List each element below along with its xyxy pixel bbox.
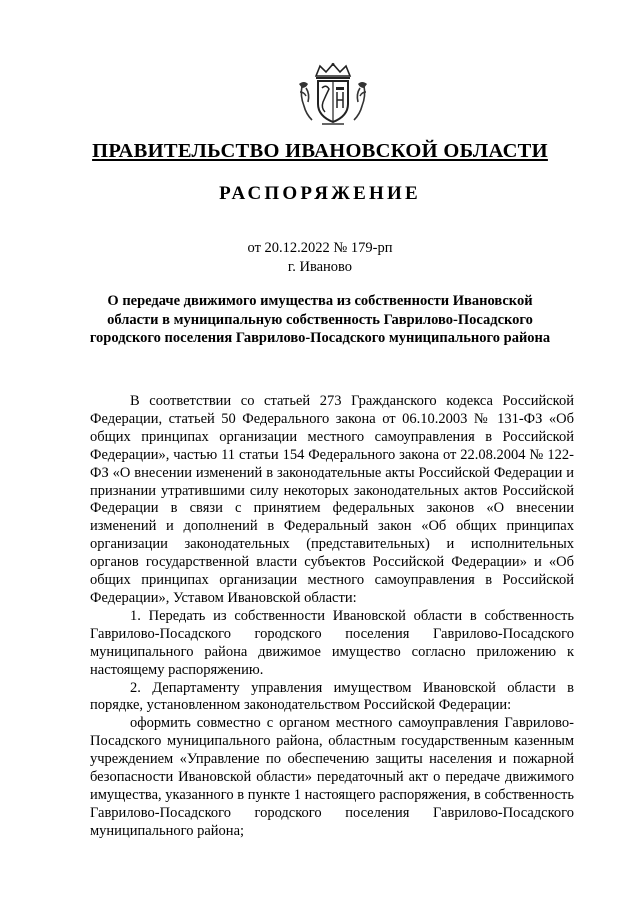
body-paragraph: оформить совместно с органом местного самоуправления Гаврилово-Посадского муниципального района, областным государственным казенным учреждением «Управление по обеспечению защиты населения и пожарной безопасности Ивановской области» передаточный акт о передаче движимого имущества, указанного в пункте 1 настоящего распоряжения, в собственность Гаврилово-Посадского городского поселения Гаврилово-Посадского муниципального района; bbox=[90, 715, 574, 839]
document-city: г. Иваново bbox=[287, 259, 353, 275]
coat-of-arms-icon bbox=[296, 62, 370, 126]
document-subject: О передаче движимого имущества из собственности Ивановской области в муниципальную собственность Гаврилово-Посадского городского поселения Гаврилово-Посадского муниципального района bbox=[89, 293, 551, 347]
body-paragraph: В соответствии со статьей 273 Гражданского кодекса Российской Федерации, статьей 50 Федерального закона от 06.10.2003 № 131-ФЗ «Об общих принципах организации местного самоуправления в Российской Федерации», частью 11 статьи 154 Федерального закона от 22.08.2004 № 122-ФЗ «О внесении изменений в законодательные акты Российской Федерации и признании утратившими силу некоторых законодательных актов Российской Федерации в связи с принятием федеральных законов «О внесении изменений и дополнений в Федеральный закон «Об общих принципах организации законодательных (представительных) и исполнительных органов государственной власти субъектов Российской Федерации» и «Об общих принципах организации местного самоуправления в Российской Федерации», Уставом Ивановской области: bbox=[90, 393, 574, 606]
body-paragraph: 1. Передать из собственности Ивановской области в собственность Гаврилово-Посадского городского поселения Гаврилово-Посадского муниципального района движимое имущество согласно приложению к настоящему распоряжению. bbox=[90, 607, 574, 678]
body-paragraph: 2. Департаменту управления имуществом Ивановской области в порядке, установленном законодательством Российской Федерации: bbox=[90, 679, 574, 714]
document-body bbox=[90, 393, 574, 841]
organization-title: ПРАВИТЕЛЬСТВО ИВАНОВСКОЙ ОБЛАСТИ bbox=[92, 140, 548, 162]
document-type: РАСПОРЯЖЕНИЕ bbox=[219, 183, 421, 204]
document-date-number: от 20.12.2022 № 179-рп bbox=[247, 240, 393, 256]
